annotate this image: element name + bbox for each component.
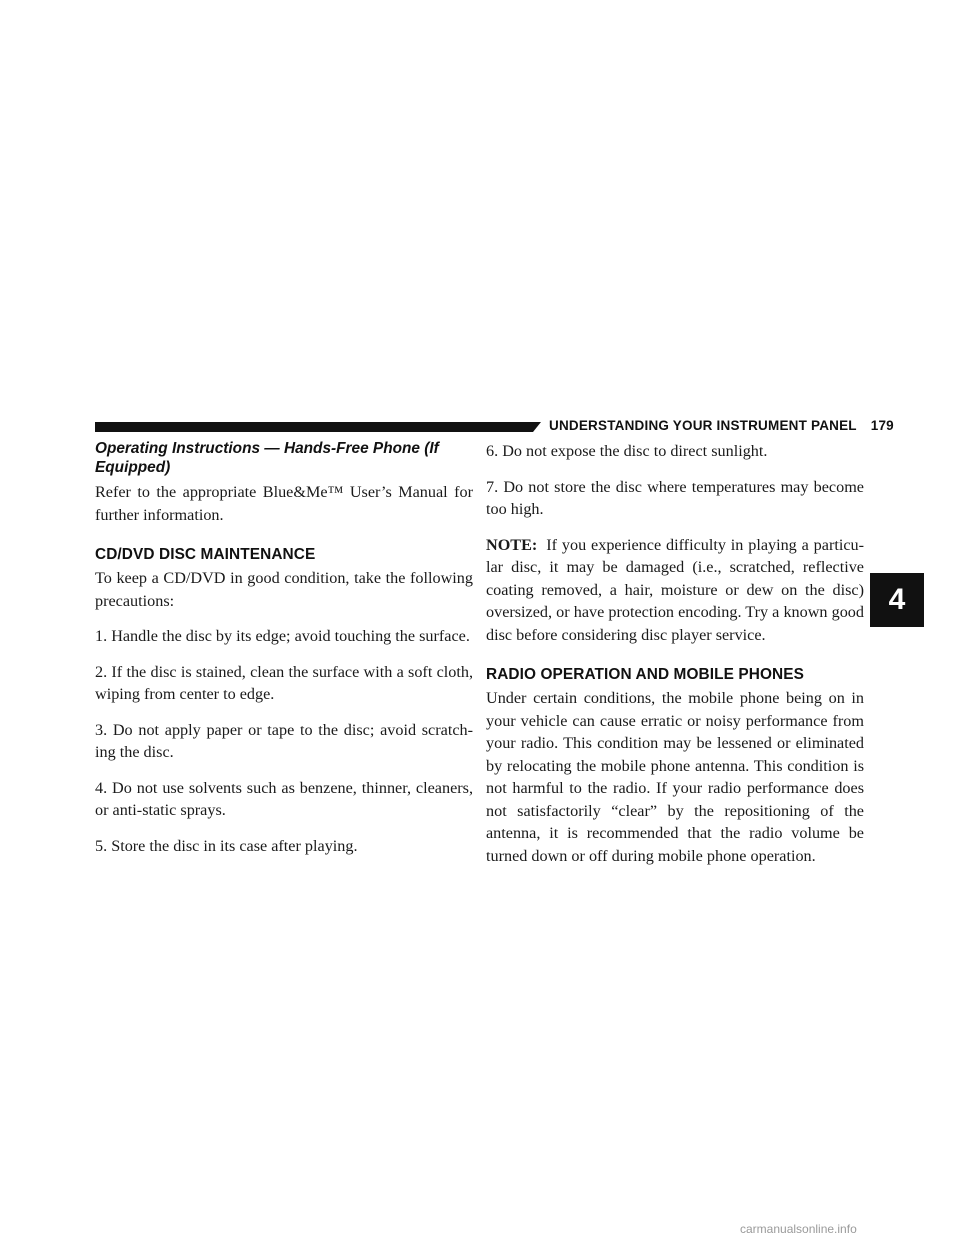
disc-maintenance-intro: To keep a CD/DVD in good condition, take the following precautions:	[95, 569, 473, 610]
right-column	[486, 440, 864, 880]
note-label: NOTE:	[486, 535, 538, 554]
section-heading-disc-maintenance: CD/DVD DISC MAINTENANCE	[95, 546, 316, 563]
subheading-hands-free-phone: Operating Instructions — Hands-Free Phone (If Equipped)	[95, 440, 439, 476]
note-paragraph	[486, 534, 864, 647]
list-item: 6. Do not expose the disc to direct sunlight.	[486, 442, 768, 460]
note-text: If you experience difficulty in playing a particu-lar disc, it may be damaged (i.e., scratched, reflective coating removed, a hair, moisture or dew on the disc) oversized, or have protection encoding. Try a known good disc before considering disc player service.	[486, 535, 864, 644]
list-item: 5. Store the disc in its case after playing.	[95, 836, 358, 855]
hands-free-intro: Refer to the appropriate Blue&Me™ User’s Manual for further information.	[95, 483, 473, 524]
list-item: 1. Handle the disc by its edge; avoid touching the surface.	[95, 627, 470, 645]
header-title: UNDERSTANDING YOUR INSTRUMENT PANEL	[549, 418, 857, 433]
page-number: 179	[870, 418, 894, 433]
list-item: 2. If the disc is stained, clean the surface with a soft cloth, wiping from center to edge.	[95, 662, 473, 703]
header-rule	[95, 422, 533, 432]
left-column	[95, 440, 473, 870]
chapter-tab: 4	[870, 573, 924, 627]
section-heading-radio-mobile: RADIO OPERATION AND MOBILE PHONES	[486, 666, 804, 683]
running-header	[549, 418, 894, 433]
watermark: carmanualsonline.info	[740, 1222, 857, 1236]
list-item: 7. Do not store the disc where temperatures may become too high.	[486, 477, 864, 518]
list-item: 4. Do not use solvents such as benzene, thinner, cleaners, or anti-static sprays.	[95, 778, 473, 819]
list-item: 3. Do not apply paper or tape to the disc; avoid scratch-ing the disc.	[95, 720, 473, 761]
radio-mobile-text: Under certain conditions, the mobile phone being on in your vehicle can cause erratic or noisy performance from your radio. This condition may be lessened or eliminated by relocating the mobile phone antenna. This condition is not harmful to the radio. If your radio performance does not satisfactorily “clear” by the repositioning of the antenna, it is recommended that the radio volume be turned down or off during mobile phone operation.	[486, 689, 864, 865]
